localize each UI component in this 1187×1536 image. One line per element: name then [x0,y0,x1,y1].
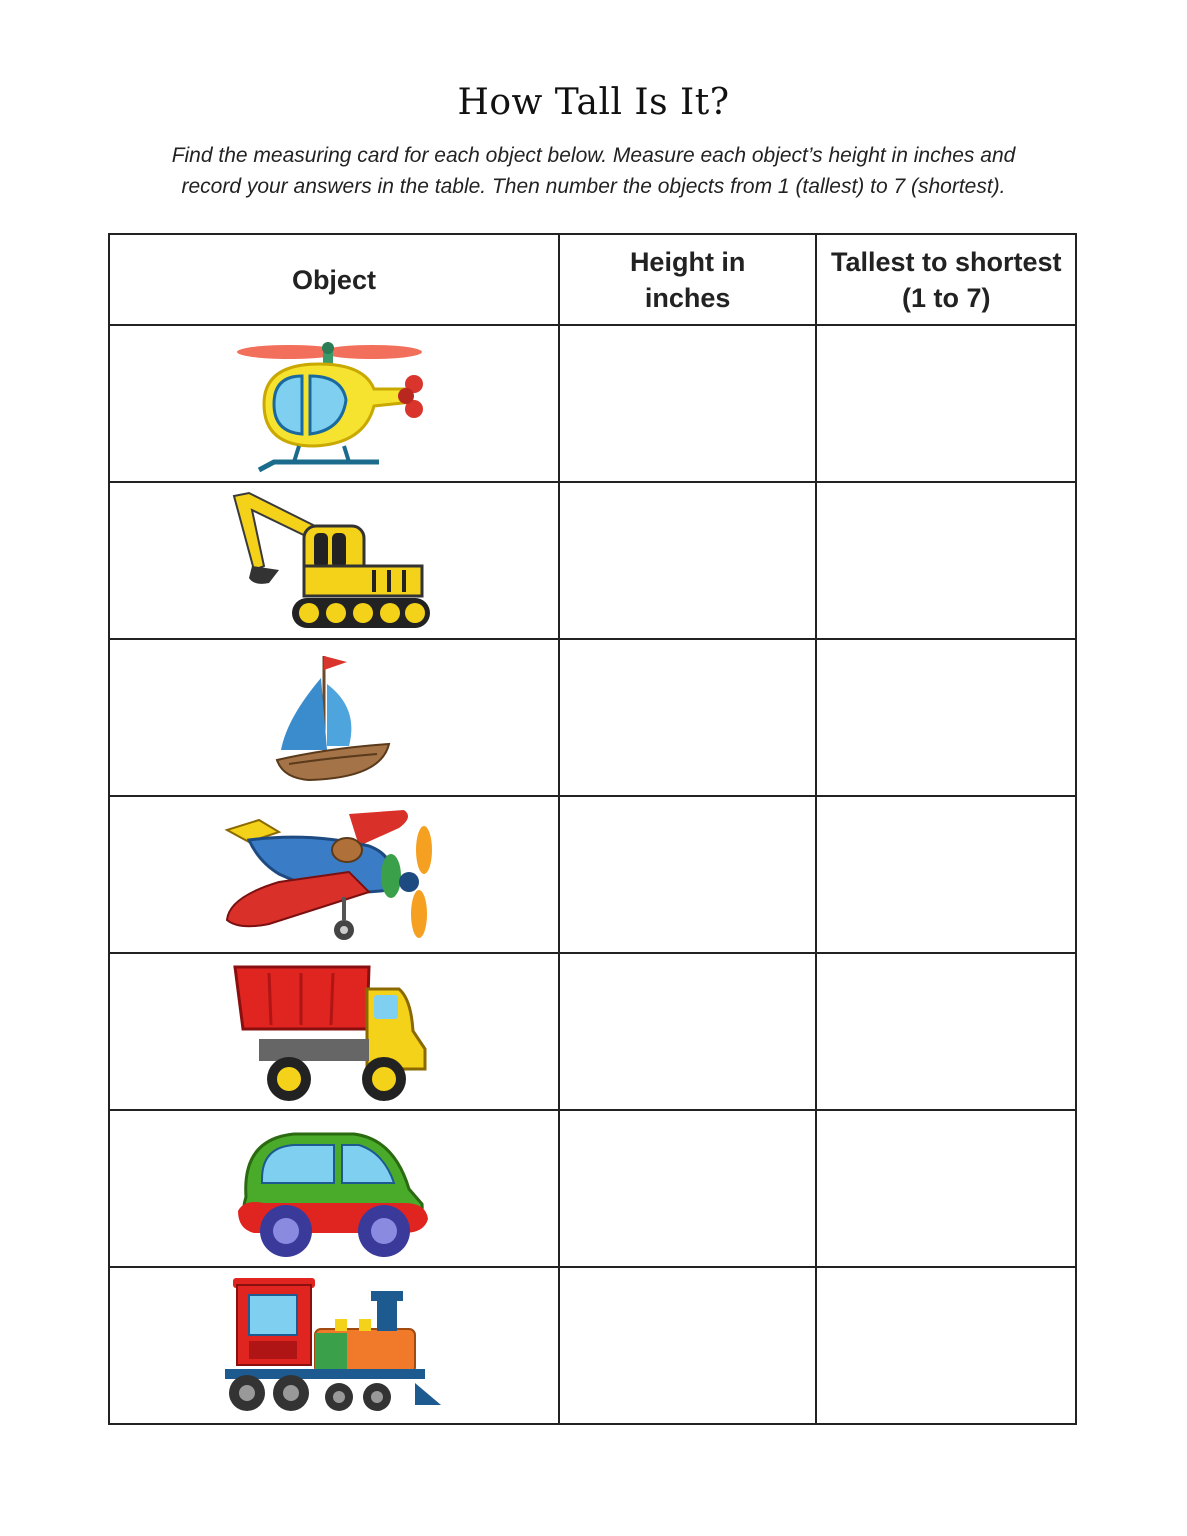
table-row [109,1110,1076,1267]
rank-answer-cell[interactable] [816,953,1076,1110]
instructions-line-1: Find the measuring card for each object below. Measure each object’s height in inches and [171,144,1016,167]
header-rank: Tallest to shortest (1 to 7) [816,234,1076,325]
object-cell [109,953,559,1110]
excavator-icon [224,488,444,633]
height-answer-cell[interactable] [559,953,817,1110]
table-row [109,1267,1076,1424]
object-cell [109,796,559,953]
height-answer-cell[interactable] [559,1267,817,1424]
airplane-icon [219,802,449,947]
object-cell [109,482,559,639]
rank-answer-cell[interactable] [816,1267,1076,1424]
helicopter-icon [234,334,434,474]
rank-answer-cell[interactable] [816,325,1076,482]
object-cell [109,325,559,482]
height-answer-cell[interactable] [559,796,817,953]
instructions-line-2: record your answers in the table. Then number the objects from 1 (tallest) to 7 (shortest). [181,175,1006,198]
header-row [109,234,1076,325]
object-cell [109,1110,559,1267]
car-icon [234,1119,434,1259]
header-height: Height in inches [559,234,817,325]
height-answer-cell[interactable] [559,639,817,796]
rank-answer-cell[interactable] [816,639,1076,796]
object-cell [109,1267,559,1424]
page-title: How Tall Is It? [457,82,730,123]
height-answer-cell[interactable] [559,1110,817,1267]
rank-answer-cell[interactable] [816,1110,1076,1267]
instructions [100,140,1087,202]
table-row [109,953,1076,1110]
header-object: Object [109,234,559,325]
rank-answer-cell[interactable] [816,482,1076,639]
dump-truck-icon [229,959,439,1104]
height-answer-cell[interactable] [559,325,817,482]
table-row [109,796,1076,953]
sailboat-icon [269,648,399,788]
rank-answer-cell[interactable] [816,796,1076,953]
table-row [109,482,1076,639]
train-icon [219,1273,449,1418]
object-cell [109,639,559,796]
table-row [109,325,1076,482]
measurement-table [108,233,1077,1425]
height-answer-cell[interactable] [559,482,817,639]
table-row [109,639,1076,796]
